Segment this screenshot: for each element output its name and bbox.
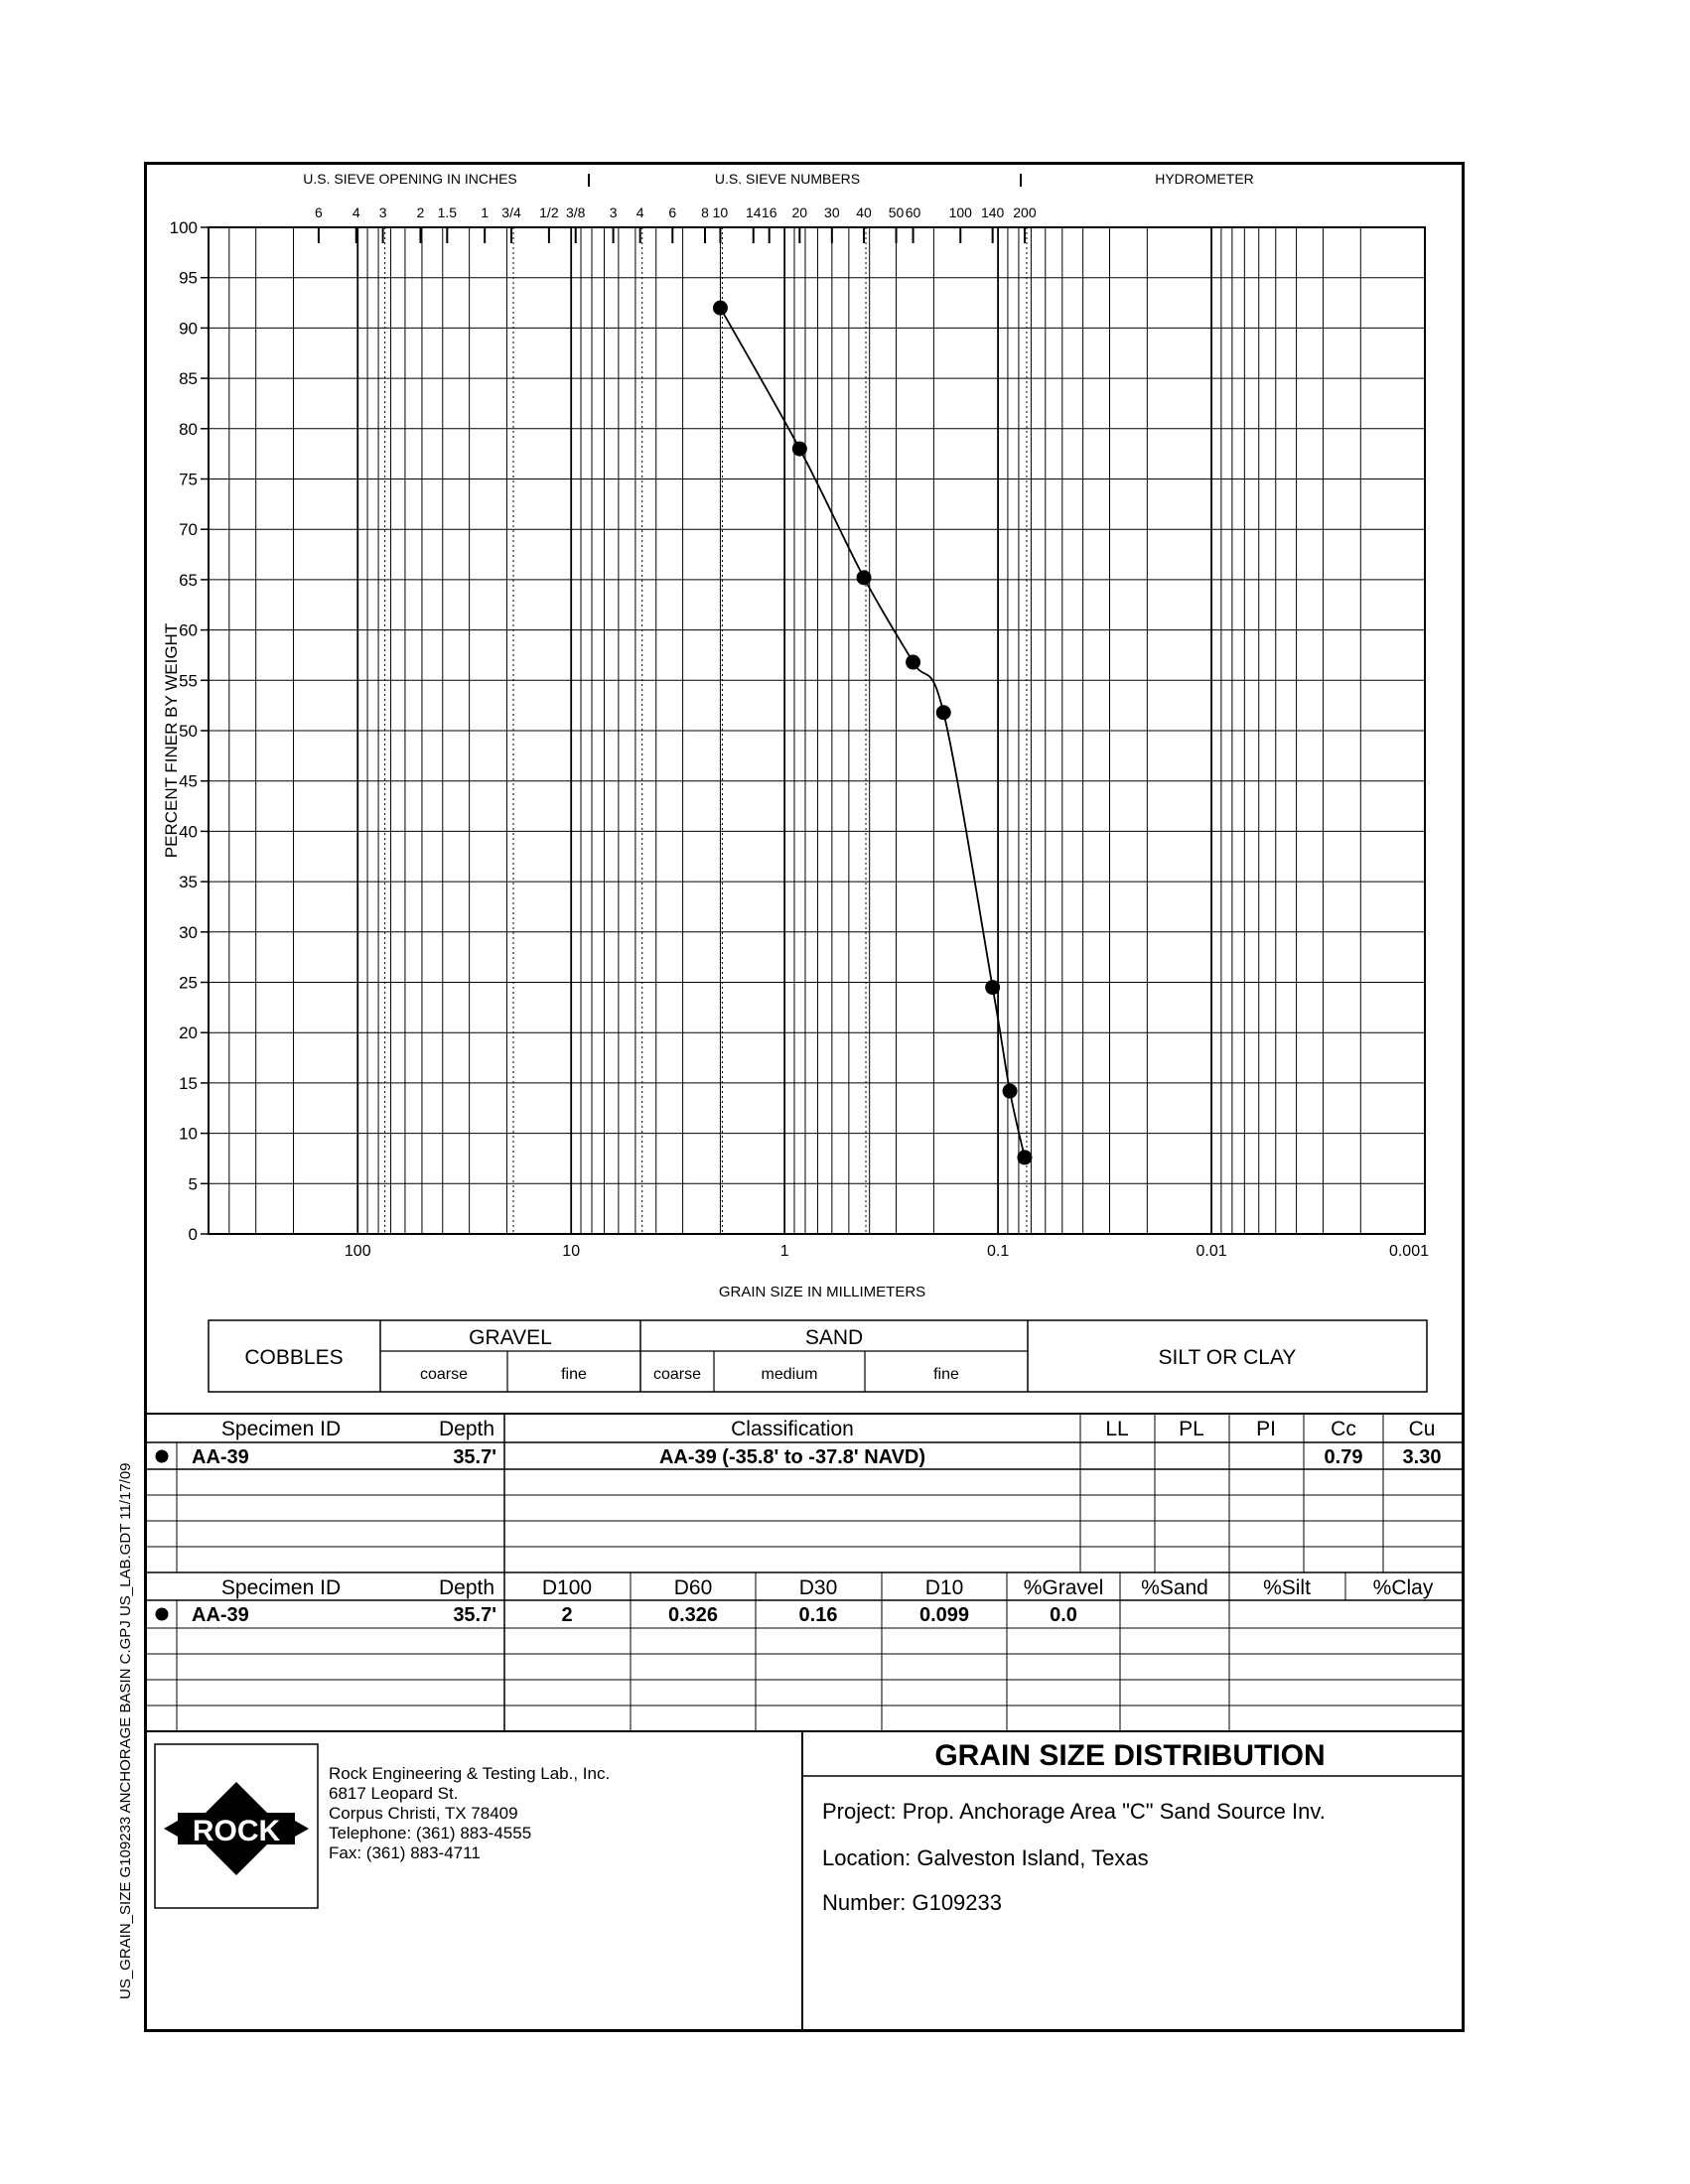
header-d60: D60 — [673, 1576, 713, 1599]
header-clay: %Clay — [1372, 1576, 1434, 1599]
sieve-tick-label: 3/8 — [566, 205, 586, 220]
gravel-cell: 0.0 — [1050, 1604, 1077, 1626]
cobbles-label: COBBLES — [244, 1346, 344, 1369]
sand-label: SAND — [804, 1326, 864, 1349]
header-pi: PI — [1256, 1418, 1276, 1440]
specimen-marker-icon — [156, 1608, 169, 1621]
data-point — [792, 442, 807, 457]
y-tick-label: 25 — [179, 973, 198, 993]
company-street: 6817 Leopard St. — [329, 1784, 459, 1803]
sieve-tick-label: 20 — [791, 205, 808, 220]
sieve-tick-label: 3/4 — [501, 205, 521, 220]
sieve-tick-label: 16 — [761, 205, 777, 220]
y-tick-label: 90 — [179, 319, 198, 339]
header-d10: D10 — [924, 1576, 964, 1599]
number-line: Number: G109233 — [822, 1890, 1002, 1915]
sieve-numbers-group-label: U.S. SIEVE NUMBERS — [714, 171, 861, 187]
header-d100: D100 — [541, 1576, 593, 1599]
header-cu: Cu — [1408, 1418, 1436, 1440]
y-tick-label: 55 — [179, 671, 198, 691]
location-line: Location: Galveston Island, Texas — [822, 1845, 1149, 1870]
silt-clay-label: SILT OR CLAY — [1158, 1346, 1297, 1369]
data-point — [1017, 1150, 1032, 1164]
sand-coarse-label: coarse — [652, 1366, 702, 1383]
x-axis-label: GRAIN SIZE IN MILLIMETERS — [718, 1284, 926, 1300]
sieve-tick-label: 10 — [712, 205, 729, 220]
sieve-tick-label: 6 — [668, 205, 677, 220]
y-tick-label: 95 — [179, 268, 198, 288]
cc-cell: 0.79 — [1324, 1446, 1363, 1468]
sieve-tick-label: 1.5 — [437, 205, 458, 220]
sieve-inches-group-label: U.S. SIEVE OPENING IN INCHES — [303, 171, 517, 187]
sieve-tick-label: 2 — [416, 205, 425, 220]
gravel-coarse-label: coarse — [419, 1366, 469, 1383]
specimen-id-cell: AA-39 — [192, 1446, 249, 1468]
cu-cell: 3.30 — [1402, 1446, 1442, 1468]
specimen-marker-icon — [156, 1450, 169, 1463]
company-fax: Fax: (361) 883-4711 — [329, 1843, 481, 1862]
x-axis-ticks — [345, 1243, 1429, 1260]
depth-cell-2: 35.7' — [453, 1604, 496, 1626]
y-tick-label: 45 — [179, 771, 198, 791]
x-tick-label: 10 — [562, 1243, 581, 1260]
report-sheet — [147, 165, 1462, 2029]
header-classification: Classification — [731, 1418, 854, 1440]
data-point — [906, 655, 920, 670]
header-sand: %Sand — [1141, 1576, 1208, 1599]
header-specimen-id: Specimen ID — [220, 1418, 342, 1440]
d60-cell: 0.326 — [667, 1604, 719, 1626]
soil-classification-band — [209, 1320, 1427, 1392]
specimen-id-cell-2: AA-39 — [192, 1604, 249, 1626]
sieve-scale — [315, 205, 1037, 243]
sieve-tick-label: 3 — [609, 205, 618, 220]
y-tick-label: 10 — [179, 1124, 198, 1144]
sieve-tick-label: 8 — [701, 205, 709, 220]
header-ll: LL — [1105, 1418, 1129, 1440]
sieve-tick-label: 4 — [635, 205, 644, 220]
gravel-label: GRAVEL — [469, 1326, 552, 1349]
data-point — [713, 301, 728, 316]
sieve-tick-label: 1/2 — [539, 205, 559, 220]
x-tick-label: 0.001 — [1388, 1243, 1429, 1260]
d10-cell: 0.099 — [918, 1604, 970, 1626]
sand-medium-label: medium — [761, 1366, 818, 1383]
y-tick-label: 15 — [179, 1073, 198, 1093]
company-name: Rock Engineering & Testing Lab., Inc. — [329, 1764, 611, 1783]
y-tick-label: 50 — [179, 722, 198, 741]
sieve-tick-label: 4 — [352, 205, 360, 220]
gradation-table — [147, 1572, 1462, 1731]
x-tick-label: 1 — [779, 1243, 789, 1260]
y-tick-label: 5 — [188, 1174, 198, 1194]
hydrometer-group-label: HYDROMETER — [1155, 171, 1254, 187]
sieve-tick-label: 40 — [856, 205, 872, 220]
y-tick-label: 75 — [179, 470, 198, 489]
x-tick-label: 0.01 — [1196, 1243, 1227, 1260]
data-series — [713, 301, 1033, 1165]
project-line: Project: Prop. Anchorage Area "C" Sand Source Inv. — [822, 1799, 1326, 1824]
sieve-tick-label: 140 — [980, 205, 1005, 220]
y-tick-label: 65 — [179, 570, 198, 590]
sieve-tick-label: 6 — [315, 205, 323, 220]
data-point — [936, 705, 951, 720]
header-depth-2: Depth — [438, 1576, 495, 1599]
header-cc: Cc — [1331, 1418, 1356, 1440]
depth-cell: 35.7' — [453, 1446, 496, 1468]
grain-size-report — [144, 162, 1465, 2032]
classification-cell: AA-39 (-35.8' to -37.8' NAVD) — [658, 1446, 926, 1468]
sieve-tick-label: 30 — [824, 205, 840, 220]
sand-fine-label: fine — [933, 1366, 959, 1383]
header-depth: Depth — [438, 1418, 495, 1440]
data-point — [1003, 1084, 1018, 1099]
y-tick-label: 40 — [179, 822, 198, 842]
y-tick-label: 35 — [179, 873, 198, 892]
sieve-tick-label: 60 — [905, 205, 921, 220]
sieve-tick-label: 200 — [1013, 205, 1037, 220]
data-point — [985, 980, 1000, 995]
header-d30: D30 — [798, 1576, 838, 1599]
y-tick-label: 85 — [179, 369, 198, 389]
company-phone: Telephone: (361) 883-4555 — [329, 1824, 532, 1843]
gravel-fine-label: fine — [561, 1366, 587, 1383]
x-tick-label: 0.1 — [986, 1243, 1010, 1260]
header-specimen-id-2: Specimen ID — [220, 1576, 342, 1599]
y-tick-label: 20 — [179, 1024, 198, 1043]
sieve-tick-label: 1 — [481, 205, 490, 220]
company-city: Corpus Christi, TX 78409 — [329, 1804, 518, 1823]
sieve-tick-label: 100 — [948, 205, 972, 220]
y-tick-label: 70 — [179, 520, 198, 540]
header-gravel: %Gravel — [1023, 1576, 1104, 1599]
logo-text: ROCK — [192, 1815, 281, 1847]
sieve-tick-label: 14 — [745, 205, 762, 220]
chart-grid — [209, 227, 1425, 1234]
atterberg-table — [147, 1414, 1462, 1572]
file-reference-label: US_GRAIN_SIZE G109233 ANCHORAGE BASIN C.GPJ US_LAB.GDT 11/17/09 — [117, 1462, 134, 1999]
d30-cell: 0.16 — [798, 1604, 838, 1626]
y-tick-label: 60 — [179, 620, 198, 640]
data-point — [857, 570, 872, 585]
y-tick-label: 80 — [179, 419, 198, 439]
header-silt: %Silt — [1263, 1576, 1311, 1599]
d100-cell: 2 — [561, 1604, 573, 1626]
y-tick-label: 100 — [169, 218, 198, 237]
x-tick-label: 100 — [344, 1243, 371, 1260]
y-tick-label: 0 — [188, 1225, 198, 1244]
gradation-curve — [720, 308, 1025, 1158]
company-logo — [155, 1744, 318, 1908]
sieve-tick-label: 50 — [888, 205, 905, 220]
y-tick-label: 30 — [179, 922, 198, 942]
header-pl: PL — [1179, 1418, 1204, 1440]
y-axis-label: PERCENT FINER BY WEIGHT — [162, 622, 181, 859]
sieve-tick-label: 3 — [378, 205, 387, 220]
report-title: GRAIN SIZE DISTRIBUTION — [934, 1739, 1326, 1772]
